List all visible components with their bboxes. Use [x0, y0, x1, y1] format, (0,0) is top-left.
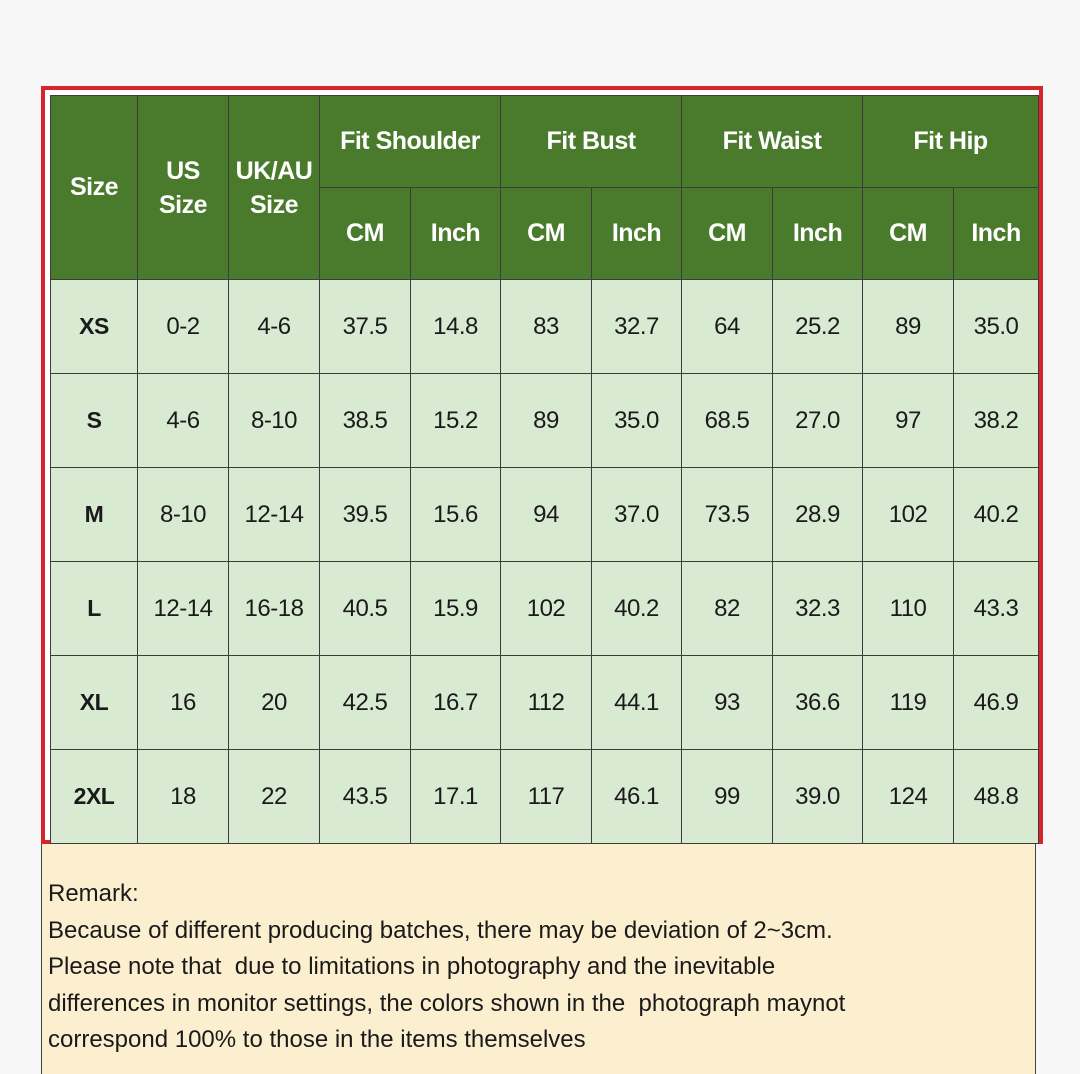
cell-uk-au-size: 4-6 — [229, 280, 320, 374]
table-row — [51, 374, 1039, 468]
cell-shoulder-inch: 15.9 — [411, 562, 501, 656]
remark-line: Because of different producing batches, there may be deviation of 2~3cm. — [48, 916, 833, 944]
header-row-groups — [51, 96, 1039, 188]
header-uk-au-size — [229, 96, 320, 280]
cell-waist-inch: 39.0 — [773, 750, 863, 844]
cell-size: S — [51, 374, 138, 468]
table-row — [51, 562, 1039, 656]
remark-line: Please note that due to limitations in photography and the inevitable — [48, 953, 776, 980]
cell-shoulder-cm: 42.5 — [320, 656, 411, 750]
header-us-size-line2: Size — [158, 190, 208, 219]
cell-waist-inch: 32.3 — [773, 562, 863, 656]
header-fit-bust: Fit Bust — [501, 96, 682, 188]
cell-shoulder-cm: 38.5 — [320, 374, 411, 468]
header-fit-hip: Fit Hip — [863, 96, 1039, 188]
size-chart-frame — [41, 86, 1043, 844]
cell-bust-inch: 46.1 — [592, 750, 682, 844]
unit-header-cm: CM — [320, 188, 411, 280]
cell-bust-inch: 37.0 — [592, 468, 682, 562]
header-fit-shoulder: Fit Shoulder — [320, 96, 501, 188]
cell-us-size: 16 — [138, 656, 229, 750]
cell-us-size: 12-14 — [138, 562, 229, 656]
cell-waist-inch: 28.9 — [773, 468, 863, 562]
cell-waist-inch: 36.6 — [773, 656, 863, 750]
unit-header-cm: CM — [682, 188, 773, 280]
unit-header-inch: Inch — [592, 188, 682, 280]
cell-us-size: 18 — [138, 750, 229, 844]
unit-header-inch: Inch — [954, 188, 1039, 280]
cell-shoulder-inch: 17.1 — [411, 750, 501, 844]
cell-size: XL — [51, 656, 138, 750]
size-table-body — [51, 280, 1039, 844]
cell-size: M — [51, 468, 138, 562]
remark-line: correspond 100% to those in the items themselves — [48, 1026, 586, 1053]
cell-hip-inch: 40.2 — [954, 468, 1039, 562]
cell-waist-cm: 64 — [682, 280, 773, 374]
cell-us-size: 4-6 — [138, 374, 229, 468]
table-row — [51, 750, 1039, 844]
cell-waist-cm: 73.5 — [682, 468, 773, 562]
cell-hip-cm: 124 — [863, 750, 954, 844]
cell-bust-cm: 83 — [501, 280, 592, 374]
cell-waist-cm: 99 — [682, 750, 773, 844]
cell-bust-cm: 117 — [501, 750, 592, 844]
cell-us-size: 0-2 — [138, 280, 229, 374]
cell-uk-au-size: 22 — [229, 750, 320, 844]
unit-header-cm: CM — [863, 188, 954, 280]
header-us-size-line1: US — [166, 156, 200, 185]
cell-hip-cm: 89 — [863, 280, 954, 374]
cell-bust-inch: 32.7 — [592, 280, 682, 374]
cell-hip-cm: 110 — [863, 562, 954, 656]
cell-uk-au-size: 16-18 — [229, 562, 320, 656]
cell-hip-inch: 35.0 — [954, 280, 1039, 374]
cell-waist-cm: 68.5 — [682, 374, 773, 468]
cell-bust-inch: 44.1 — [592, 656, 682, 750]
cell-hip-cm: 97 — [863, 374, 954, 468]
cell-waist-cm: 93 — [682, 656, 773, 750]
header-uk-au-size-line1: UK/AU — [235, 156, 313, 185]
unit-header-cm: CM — [501, 188, 592, 280]
header-us-size — [138, 96, 229, 280]
cell-hip-inch: 38.2 — [954, 374, 1039, 468]
cell-uk-au-size: 12-14 — [229, 468, 320, 562]
cell-hip-cm: 119 — [863, 656, 954, 750]
header-fit-waist: Fit Waist — [682, 96, 863, 188]
cell-shoulder-inch: 14.8 — [411, 280, 501, 374]
header-uk-au-size-line2: Size — [249, 190, 299, 219]
remark-box — [41, 844, 1036, 1074]
cell-hip-cm: 102 — [863, 468, 954, 562]
remark-title: Remark: — [48, 880, 139, 907]
cell-bust-cm: 89 — [501, 374, 592, 468]
table-row — [51, 468, 1039, 562]
cell-us-size: 8-10 — [138, 468, 229, 562]
cell-size: L — [51, 562, 138, 656]
cell-size: XS — [51, 280, 138, 374]
cell-waist-inch: 27.0 — [773, 374, 863, 468]
unit-header-inch: Inch — [411, 188, 501, 280]
cell-waist-inch: 25.2 — [773, 280, 863, 374]
cell-shoulder-cm: 40.5 — [320, 562, 411, 656]
cell-shoulder-cm: 39.5 — [320, 468, 411, 562]
header-size: Size — [51, 96, 138, 280]
cell-hip-inch: 46.9 — [954, 656, 1039, 750]
cell-hip-inch: 43.3 — [954, 562, 1039, 656]
cell-shoulder-inch: 15.2 — [411, 374, 501, 468]
cell-shoulder-inch: 15.6 — [411, 468, 501, 562]
cell-waist-cm: 82 — [682, 562, 773, 656]
cell-uk-au-size: 20 — [229, 656, 320, 750]
cell-shoulder-cm: 37.5 — [320, 280, 411, 374]
table-row — [51, 656, 1039, 750]
cell-hip-inch: 48.8 — [954, 750, 1039, 844]
table-row — [51, 280, 1039, 374]
cell-bust-inch: 35.0 — [592, 374, 682, 468]
unit-header-inch: Inch — [773, 188, 863, 280]
size-chart-table — [50, 95, 1039, 844]
cell-bust-inch: 40.2 — [592, 562, 682, 656]
cell-shoulder-cm: 43.5 — [320, 750, 411, 844]
cell-bust-cm: 102 — [501, 562, 592, 656]
remark-line: differences in monitor settings, the colors shown in the photograph maynot — [48, 989, 846, 1017]
cell-bust-cm: 112 — [501, 656, 592, 750]
cell-shoulder-inch: 16.7 — [411, 656, 501, 750]
cell-size: 2XL — [51, 750, 138, 844]
cell-uk-au-size: 8-10 — [229, 374, 320, 468]
cell-bust-cm: 94 — [501, 468, 592, 562]
